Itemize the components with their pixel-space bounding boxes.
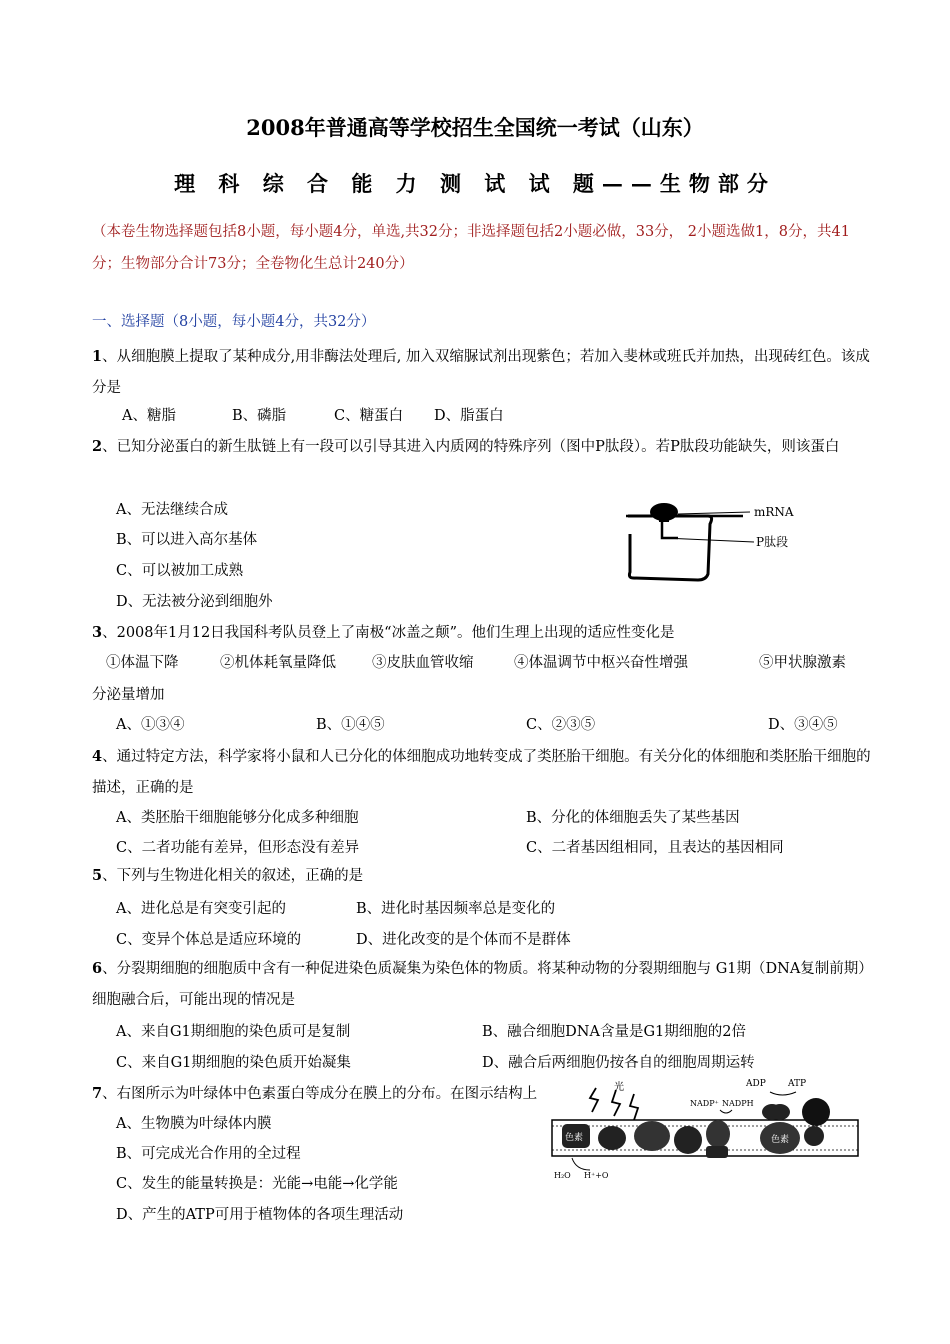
h-o-label: H⁺+O	[584, 1171, 609, 1180]
question-number: 6	[92, 960, 103, 977]
q5-option-a: A、进化总是有突变引起的	[116, 901, 286, 917]
q7-option-c: C、发生的能量转换是：光能→电能→化学能	[116, 1176, 398, 1192]
q5-option-d: D、进化改变的是个体而不是群体	[356, 932, 571, 948]
q3-option-d: D、③④⑤	[768, 717, 838, 733]
question-stem: 、下列与生物进化相关的叙述，正确的是	[102, 868, 364, 884]
q6-option-b: B、融合细胞DNA含量是G1期细胞的2倍	[482, 1024, 746, 1040]
question-6	[92, 953, 872, 1016]
exam-subtitle: 理 科 综 合 能 力 测 试 试 题——生物部分	[174, 171, 776, 196]
q3-option-a: A、①③④	[116, 717, 185, 733]
question-2	[92, 431, 872, 463]
q1-option-a: A、糖脂	[122, 408, 176, 424]
question-3	[92, 617, 872, 649]
q3-item-2: ②机体耗氧量降低	[220, 655, 336, 671]
q3-option-b: B、①④⑤	[316, 717, 385, 733]
question-stem: 、通过特定方法，科学家将小鼠和人已分化的体细胞成功地转变成了类胚胎干细胞。有关分化的体细胞和类胚胎干细胞的描述，正确的是	[92, 749, 871, 796]
nadph-label: NADPH	[722, 1099, 754, 1108]
q3-option-c: C、②③⑤	[526, 717, 596, 733]
q2-option-d: D、无法被分泌到细胞外	[116, 594, 273, 610]
question-number: 3	[92, 624, 103, 641]
q3-item-5-cont: 分泌量增加	[92, 687, 165, 703]
nadp-label: NADP⁺	[690, 1099, 719, 1108]
adp-label: ADP	[746, 1079, 766, 1089]
q6-option-a: A、来自G1期细胞的染色质可是复制	[116, 1024, 351, 1040]
q3-item-3: ③皮肤血管收缩	[372, 655, 474, 671]
q3-item-4: ④体温调节中枢兴奋性增强	[514, 655, 688, 671]
pigment-label-1: 色素	[565, 1133, 584, 1143]
q7-option-d: D、产生的ATP可用于植物体的各项生理活动	[116, 1207, 404, 1223]
score-note: （本卷生物选择题包括8小题，每小题4分，单选,共32分；非选择题包括2小题必做，33分， 2小题选做1，8分，共41分；生物部分合计73分；全卷物化生总计240分）	[92, 224, 850, 272]
q1-option-c: C、糖蛋白	[334, 408, 404, 424]
question-number: 4	[92, 748, 103, 765]
atp-label: ATP	[788, 1079, 807, 1089]
question-stem: 、分裂期细胞的细胞质中含有一种促进染色质凝集为染色体的物质。将某种动物的分裂期细胞与 G1期（DNA复制前期）细胞融合后，可能出现的情况是	[92, 961, 866, 1008]
q6-option-c: C、来自G1期细胞的染色质开始凝集	[116, 1055, 351, 1071]
q4-option-c: C、二者功能有差异，但形态没有差异	[116, 840, 360, 856]
question-number: 1	[92, 348, 103, 365]
q7-option-b: B、可完成光合作用的全过程	[116, 1146, 301, 1162]
water-label: H₂O	[554, 1171, 571, 1180]
p-peptide-label: P肽段	[756, 535, 789, 549]
q2-option-c: C、可以被加工成熟	[116, 563, 244, 579]
q4-option-d: C、二者基因组相同，且表达的基因相同	[526, 840, 784, 856]
question-number: 7	[92, 1085, 103, 1102]
q5-option-c: C、变异个体总是适应环境的	[116, 932, 302, 948]
mrna-label: mRNA	[754, 505, 794, 519]
q2-option-b: B、可以进入高尔基体	[116, 532, 258, 548]
q3-item-5: ⑤甲状腺激素	[759, 655, 846, 671]
q1-option-b: B、磷脂	[232, 408, 287, 424]
question-1	[92, 341, 872, 404]
pigment-label-2: 色素	[771, 1135, 790, 1145]
q3-item-1: ①体温下降	[106, 655, 179, 671]
exam-title: 2008年普通高等学校招生全国统一考试（山东）	[246, 115, 704, 140]
q5-option-b: B、进化时基因频率总是变化的	[356, 901, 556, 917]
question-4	[92, 741, 872, 804]
chloroplast-membrane-figure	[550, 1076, 870, 1188]
q6-option-d: D、融合后两细胞仍按各自的细胞周期运转	[482, 1055, 755, 1071]
light-label: 光	[614, 1082, 624, 1093]
question-number: 5	[92, 867, 103, 884]
question-stem: 、从细胞膜上提取了某种成分,用非酶法处理后, 加入双缩脲试剂出现紫色；若加入斐林或班氏并加热，出现砖红色。该成分是	[92, 349, 870, 396]
q2-option-a: A、无法继续合成	[116, 502, 228, 518]
q4-option-a: A、类胚胎干细胞能够分化成多种细胞	[116, 810, 359, 826]
q4-option-b: B、分化的体细胞丢失了某些基因	[526, 810, 740, 826]
question-stem: 、已知分泌蛋白的新生肽链上有一段可以引导其进入内质网的特殊序列（图中P肽段）。若P肽段功能缺失，则该蛋白	[102, 439, 840, 455]
q1-option-d: D、脂蛋白	[434, 408, 504, 424]
p-peptide-figure	[618, 494, 818, 589]
q7-option-a: A、生物膜为叶绿体内膜	[116, 1116, 272, 1132]
question-number: 2	[92, 438, 103, 455]
question-5	[92, 860, 872, 892]
section-heading: 一、选择题（8小题，每小题4分，共32分）	[92, 314, 376, 330]
question-stem: 、2008年1月12日我国科考队员登上了南极“冰盖之颠”。他们生理上出现的适应性变化是	[102, 625, 675, 641]
question-stem: 、右图所示为叶绿体中色素蛋白等成分在膜上的分布。在图示结构上	[102, 1086, 538, 1102]
